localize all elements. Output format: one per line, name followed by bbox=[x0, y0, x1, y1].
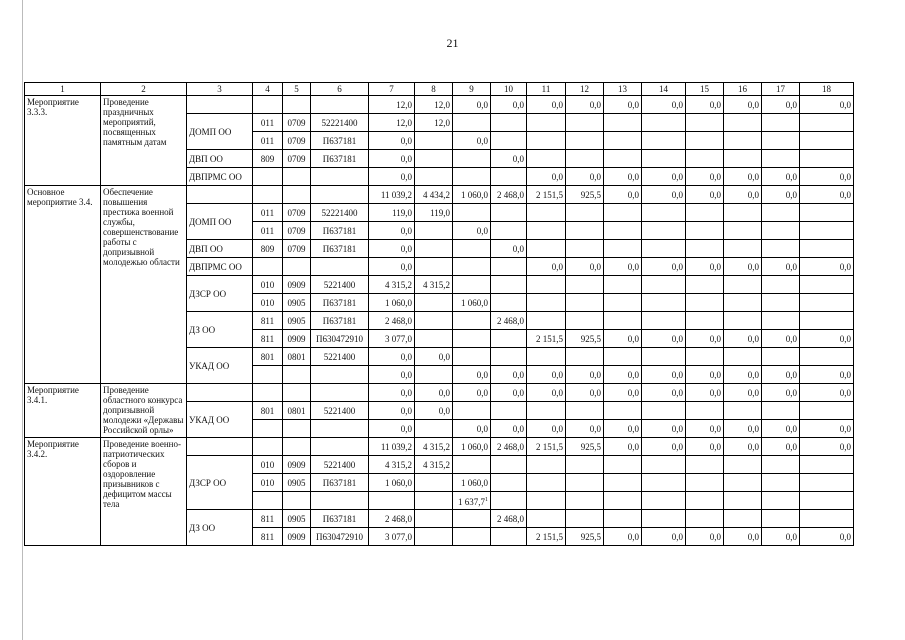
page-margin-line bbox=[22, 0, 23, 640]
value-cell: 2 468,0 bbox=[491, 312, 527, 330]
item-code: Мероприятие 3.4.2. bbox=[25, 438, 101, 546]
code-cell: П637181 bbox=[311, 240, 369, 258]
code-cell: 0709 bbox=[283, 150, 311, 168]
code-cell: 0905 bbox=[283, 510, 311, 528]
item-code: Основное мероприятие 3.4. bbox=[25, 186, 101, 384]
item-code: Мероприятие 3.4.1. bbox=[25, 384, 101, 438]
column-header: 5 bbox=[283, 83, 311, 96]
value-cell: 1 060,0 bbox=[453, 294, 491, 312]
value-cell: 0,0 bbox=[642, 438, 686, 456]
value-cell: 0,0 bbox=[800, 168, 854, 186]
value-cell: 0,0 bbox=[604, 168, 642, 186]
value-cell: 0,0 bbox=[527, 420, 566, 438]
code-cell: 010 bbox=[253, 456, 283, 474]
value-cell: 1 060,0 bbox=[453, 438, 491, 456]
code-cell: 010 bbox=[253, 294, 283, 312]
value-cell: 0,0 bbox=[642, 168, 686, 186]
table-row bbox=[25, 96, 854, 114]
value-cell: 12,0 bbox=[369, 114, 415, 132]
value-cell: 3 077,0 bbox=[369, 528, 415, 546]
value-cell: 0,0 bbox=[491, 96, 527, 114]
code-cell: П637181 bbox=[311, 312, 369, 330]
value-cell: 0,0 bbox=[686, 330, 724, 348]
value-cell: 0,0 bbox=[686, 366, 724, 384]
value-cell: 0,0 bbox=[491, 150, 527, 168]
org-name: ДВПРМС ОО bbox=[187, 168, 253, 186]
value-cell: 0,0 bbox=[604, 384, 642, 402]
value-cell: 0,0 bbox=[566, 168, 604, 186]
value-cell: 925,5 bbox=[566, 186, 604, 204]
value-cell: 0,0 bbox=[686, 384, 724, 402]
column-header: 7 bbox=[369, 83, 415, 96]
value-cell: 0,0 bbox=[642, 330, 686, 348]
value-cell: 0,0 bbox=[369, 366, 415, 384]
value-cell: 0,0 bbox=[604, 528, 642, 546]
value-cell: 925,5 bbox=[566, 528, 604, 546]
value-cell: 3 077,0 bbox=[369, 330, 415, 348]
code-cell: 52221400 bbox=[311, 204, 369, 222]
value-cell: 0,0 bbox=[762, 384, 800, 402]
code-cell: 011 bbox=[253, 222, 283, 240]
value-cell: 0,0 bbox=[800, 528, 854, 546]
code-cell: 5221400 bbox=[311, 276, 369, 294]
org-name: ДЗСР ОО bbox=[187, 456, 253, 510]
code-cell: 0909 bbox=[283, 456, 311, 474]
value-cell: 0,0 bbox=[415, 402, 453, 420]
value-cell: 0,0 bbox=[642, 96, 686, 114]
value-cell: 0,0 bbox=[453, 384, 491, 402]
value-cell: 2 151,5 bbox=[527, 528, 566, 546]
value-cell: 0,0 bbox=[566, 420, 604, 438]
value-cell: 119,0 bbox=[369, 204, 415, 222]
value-cell: 0,0 bbox=[800, 384, 854, 402]
value-cell: 0,0 bbox=[369, 384, 415, 402]
value-cell: 0,0 bbox=[491, 240, 527, 258]
table-row bbox=[25, 186, 854, 204]
item-description: Проведение праздничных мероприятий, посвященных памятным датам bbox=[101, 96, 187, 186]
code-cell: 801 bbox=[253, 402, 283, 420]
value-cell: 0,0 bbox=[604, 96, 642, 114]
value-cell: 2 468,0 bbox=[369, 510, 415, 528]
column-header: 12 bbox=[566, 83, 604, 96]
value-cell: 0,0 bbox=[642, 420, 686, 438]
column-header: 11 bbox=[527, 83, 566, 96]
footnote-mark: 1 bbox=[485, 496, 488, 503]
value-cell: 0,0 bbox=[527, 384, 566, 402]
value-cell: 0,0 bbox=[724, 366, 762, 384]
code-cell: 809 bbox=[253, 150, 283, 168]
code-cell: 0709 bbox=[283, 114, 311, 132]
value-cell: 0,0 bbox=[686, 186, 724, 204]
value-cell: 1 060,0 bbox=[369, 474, 415, 492]
code-cell: 0909 bbox=[283, 330, 311, 348]
code-cell: 011 bbox=[253, 132, 283, 150]
value-cell: 1 060,0 bbox=[453, 474, 491, 492]
org-name: ДЗ ОО bbox=[187, 312, 253, 348]
org-name: ДОМП ОО bbox=[187, 204, 253, 240]
value-cell: 0,0 bbox=[566, 384, 604, 402]
value-cell: 0,0 bbox=[762, 168, 800, 186]
code-cell: П637181 bbox=[311, 132, 369, 150]
value-cell: 0,0 bbox=[800, 438, 854, 456]
value-cell: 0,0 bbox=[762, 96, 800, 114]
value-cell: 2 151,5 bbox=[527, 186, 566, 204]
value-cell: 0,0 bbox=[369, 240, 415, 258]
code-cell: 5221400 bbox=[311, 348, 369, 366]
value-cell: 0,0 bbox=[566, 366, 604, 384]
value-cell: 0,0 bbox=[369, 402, 415, 420]
value-cell: 0,0 bbox=[762, 258, 800, 276]
value-cell: 0,0 bbox=[800, 420, 854, 438]
code-cell: 010 bbox=[253, 276, 283, 294]
value-cell: 0,0 bbox=[369, 222, 415, 240]
code-cell: 52221400 bbox=[311, 114, 369, 132]
value-cell-footnoted bbox=[453, 492, 491, 510]
org-name: УКАД ОО bbox=[187, 402, 253, 438]
code-cell: 811 bbox=[253, 312, 283, 330]
value-cell: 0,0 bbox=[604, 258, 642, 276]
value-cell: 0,0 bbox=[800, 258, 854, 276]
org-name: ДЗСР ОО bbox=[187, 276, 253, 312]
column-header: 6 bbox=[311, 83, 369, 96]
value-cell: 2 468,0 bbox=[369, 312, 415, 330]
value-cell: 0,0 bbox=[724, 96, 762, 114]
value-cell: 0,0 bbox=[686, 438, 724, 456]
value-cell: 0,0 bbox=[762, 420, 800, 438]
value-cell: 0,0 bbox=[415, 348, 453, 366]
value-cell: 0,0 bbox=[724, 438, 762, 456]
code-cell: 0909 bbox=[283, 276, 311, 294]
code-cell: 0905 bbox=[283, 474, 311, 492]
value-cell: 0,0 bbox=[686, 528, 724, 546]
value-cell: 0,0 bbox=[491, 384, 527, 402]
value-cell: 0,0 bbox=[415, 384, 453, 402]
value-cell: 1 060,0 bbox=[453, 186, 491, 204]
value-cell: 1 060,0 bbox=[369, 294, 415, 312]
table-row bbox=[25, 438, 854, 456]
org-name: ДВПРМС ОО bbox=[187, 258, 253, 276]
code-cell: 010 bbox=[253, 474, 283, 492]
value-cell: 0,0 bbox=[453, 96, 491, 114]
value-cell: 2 151,5 bbox=[527, 438, 566, 456]
value-cell: 0,0 bbox=[453, 132, 491, 150]
code-cell: 0801 bbox=[283, 402, 311, 420]
value-cell: 0,0 bbox=[527, 96, 566, 114]
column-header: 2 bbox=[101, 83, 187, 96]
value-cell: 0,0 bbox=[762, 366, 800, 384]
column-header: 10 bbox=[491, 83, 527, 96]
value-cell: 0,0 bbox=[762, 330, 800, 348]
value-cell: 4 315,2 bbox=[415, 276, 453, 294]
value-cell: 0,0 bbox=[724, 330, 762, 348]
value-cell: 4 315,2 bbox=[369, 276, 415, 294]
org-name: УКАД ОО bbox=[187, 348, 253, 384]
item-code: Мероприятие 3.3.3. bbox=[25, 96, 101, 186]
code-cell: 011 bbox=[253, 204, 283, 222]
code-cell: 0709 bbox=[283, 204, 311, 222]
org-name: ДЗ ОО bbox=[187, 510, 253, 546]
value-cell: 0,0 bbox=[453, 420, 491, 438]
value-cell: 0,0 bbox=[762, 528, 800, 546]
value-cell: 0,0 bbox=[642, 384, 686, 402]
value-cell: 0,0 bbox=[369, 150, 415, 168]
code-cell: П637181 bbox=[311, 222, 369, 240]
value-cell: 0,0 bbox=[800, 186, 854, 204]
value-cell: 0,0 bbox=[527, 366, 566, 384]
value-cell: 0,0 bbox=[566, 258, 604, 276]
code-cell: 0801 bbox=[283, 348, 311, 366]
code-cell: П637181 bbox=[311, 474, 369, 492]
value-cell: 0,0 bbox=[527, 168, 566, 186]
page-number: 21 bbox=[446, 36, 459, 50]
value-cell: 0,0 bbox=[642, 258, 686, 276]
value-cell: 0,0 bbox=[604, 420, 642, 438]
column-header: 9 bbox=[453, 83, 491, 96]
value-cell: 0,0 bbox=[369, 348, 415, 366]
value-cell: 2 468,0 bbox=[491, 186, 527, 204]
value-cell: 4 315,2 bbox=[415, 456, 453, 474]
value-cell: 0,0 bbox=[724, 420, 762, 438]
value-cell: 0,0 bbox=[800, 366, 854, 384]
value-cell: 0,0 bbox=[724, 528, 762, 546]
value-cell: 0,0 bbox=[762, 186, 800, 204]
code-cell: П637181 bbox=[311, 510, 369, 528]
value-cell: 0,0 bbox=[369, 168, 415, 186]
value-cell: 0,0 bbox=[604, 330, 642, 348]
value-cell: 4 315,2 bbox=[415, 438, 453, 456]
value-cell: 0,0 bbox=[491, 366, 527, 384]
value-cell: 0,0 bbox=[686, 96, 724, 114]
value-cell: 11 039,2 bbox=[369, 186, 415, 204]
value-cell: 0,0 bbox=[642, 186, 686, 204]
budget-table bbox=[24, 82, 854, 546]
code-cell: 0709 bbox=[283, 240, 311, 258]
value-cell: 119,0 bbox=[415, 204, 453, 222]
value-cell: 0,0 bbox=[800, 96, 854, 114]
value-cell: 0,0 bbox=[724, 186, 762, 204]
value-cell: 4 315,2 bbox=[369, 456, 415, 474]
value-cell: 0,0 bbox=[642, 528, 686, 546]
value-cell: 0,0 bbox=[686, 420, 724, 438]
code-cell: 0909 bbox=[283, 528, 311, 546]
code-cell: 5221400 bbox=[311, 402, 369, 420]
code-cell: 0709 bbox=[283, 222, 311, 240]
column-header: 16 bbox=[724, 83, 762, 96]
column-header: 14 bbox=[642, 83, 686, 96]
code-cell: 811 bbox=[253, 330, 283, 348]
value-cell: 925,5 bbox=[566, 330, 604, 348]
code-cell: 0905 bbox=[283, 294, 311, 312]
value-cell: 0,0 bbox=[724, 258, 762, 276]
value-cell: 0,0 bbox=[369, 420, 415, 438]
item-description: Обеспечение повышения престижа военной службы, совершенствование работы с допризывной молодежью области bbox=[101, 186, 187, 384]
column-header: 4 bbox=[253, 83, 283, 96]
value-cell: 4 434,2 bbox=[415, 186, 453, 204]
value-cell: 0,0 bbox=[686, 168, 724, 186]
code-cell: П630472910 bbox=[311, 528, 369, 546]
value-cell: 0,0 bbox=[762, 438, 800, 456]
value-cell: 0,0 bbox=[566, 96, 604, 114]
column-header: 3 bbox=[187, 83, 253, 96]
value-cell: 2 151,5 bbox=[527, 330, 566, 348]
code-cell: 809 bbox=[253, 240, 283, 258]
value-cell: 0,0 bbox=[604, 186, 642, 204]
value-cell: 0,0 bbox=[491, 420, 527, 438]
value-cell: 2 468,0 bbox=[491, 438, 527, 456]
org-name: ДВП ОО bbox=[187, 240, 253, 258]
column-header: 13 bbox=[604, 83, 642, 96]
org-name: ДОМП ОО bbox=[187, 114, 253, 150]
code-cell: 811 bbox=[253, 528, 283, 546]
code-cell: 011 bbox=[253, 114, 283, 132]
value-cell: 0,0 bbox=[686, 258, 724, 276]
value-cell: 0,0 bbox=[800, 330, 854, 348]
item-description: Проведение военно-патриотических сборов и оздоровление призывников с дефицитом массы тела bbox=[101, 438, 187, 546]
value-cell: 12,0 bbox=[415, 114, 453, 132]
code-cell: 801 bbox=[253, 348, 283, 366]
code-cell: 0709 bbox=[283, 132, 311, 150]
code-cell: П630472910 bbox=[311, 330, 369, 348]
value-cell: 925,5 bbox=[566, 438, 604, 456]
code-cell: П637181 bbox=[311, 294, 369, 312]
column-header: 1 bbox=[25, 83, 101, 96]
column-number-row bbox=[25, 83, 854, 96]
value-text: 1 637,7 bbox=[458, 496, 485, 507]
value-cell: 2 468,0 bbox=[491, 510, 527, 528]
value-cell: 0,0 bbox=[453, 366, 491, 384]
column-header: 15 bbox=[686, 83, 724, 96]
column-header: 17 bbox=[762, 83, 800, 96]
org-name: ДВП ОО bbox=[187, 150, 253, 168]
value-cell: 0,0 bbox=[369, 258, 415, 276]
value-cell: 0,0 bbox=[369, 132, 415, 150]
value-cell: 0,0 bbox=[527, 258, 566, 276]
column-header: 8 bbox=[415, 83, 453, 96]
value-cell: 12,0 bbox=[369, 96, 415, 114]
code-cell: 5221400 bbox=[311, 456, 369, 474]
value-cell: 0,0 bbox=[604, 438, 642, 456]
code-cell: П637181 bbox=[311, 150, 369, 168]
value-cell: 0,0 bbox=[724, 168, 762, 186]
table-row bbox=[25, 384, 854, 402]
code-cell: 811 bbox=[253, 510, 283, 528]
value-cell: 12,0 bbox=[415, 96, 453, 114]
code-cell: 0905 bbox=[283, 312, 311, 330]
value-cell: 0,0 bbox=[604, 366, 642, 384]
item-description: Проведение областного конкурса допризывной молодежи «Державы Российской орлы» bbox=[101, 384, 187, 438]
value-cell: 0,0 bbox=[642, 366, 686, 384]
value-cell: 11 039,2 bbox=[369, 438, 415, 456]
column-header: 18 bbox=[800, 83, 854, 96]
value-cell: 0,0 bbox=[724, 384, 762, 402]
value-cell: 0,0 bbox=[453, 222, 491, 240]
